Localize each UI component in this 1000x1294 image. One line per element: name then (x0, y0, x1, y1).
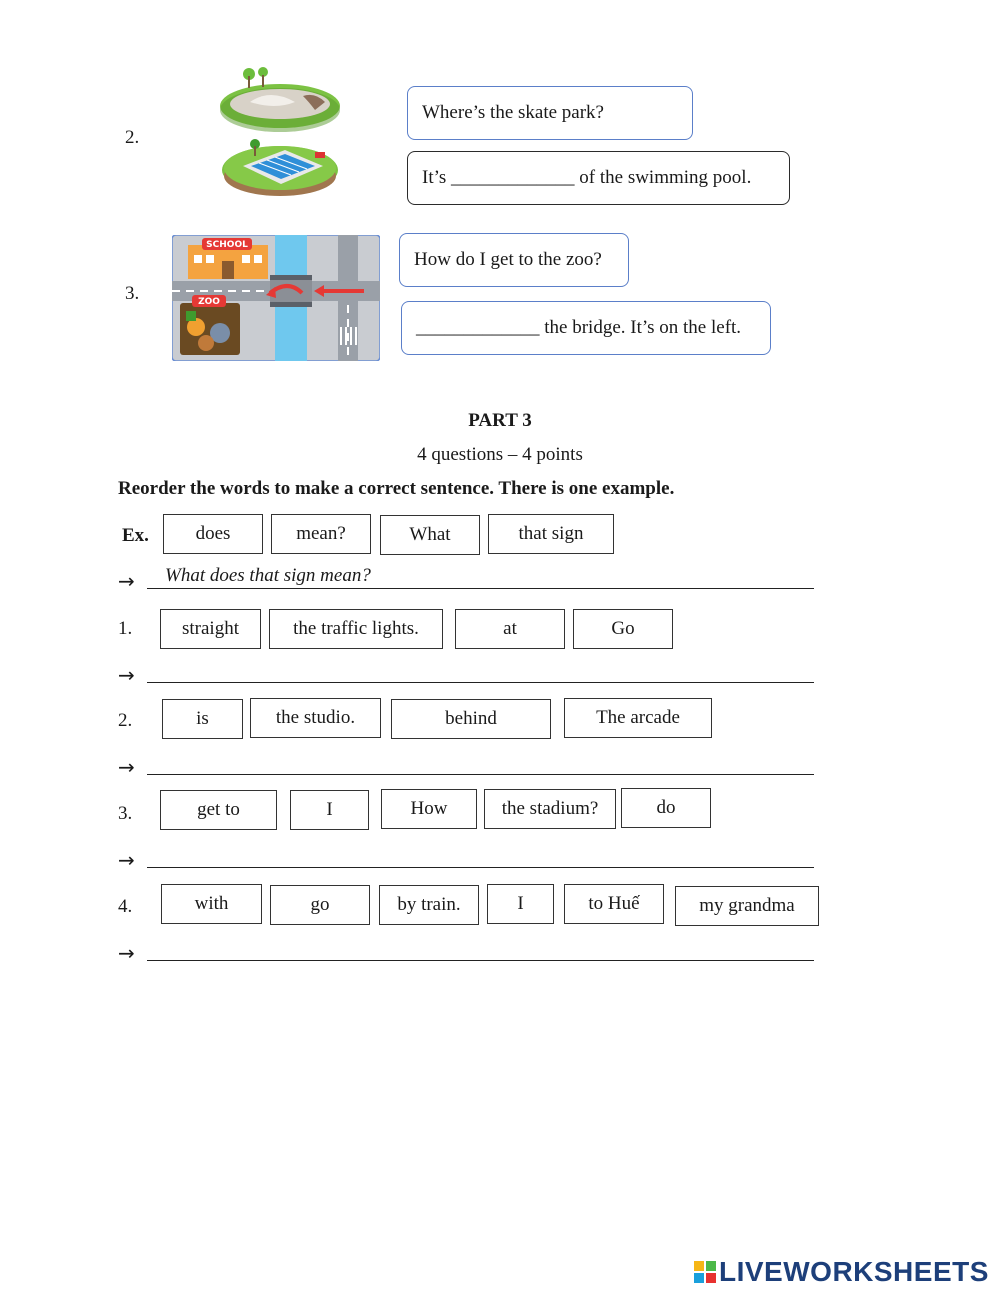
word-card[interactable]: straight (160, 609, 261, 649)
word-card[interactable]: the studio. (250, 698, 381, 738)
arrow-icon: → (118, 755, 135, 779)
word-card[interactable]: is (162, 699, 243, 739)
word-card[interactable]: do (621, 788, 711, 828)
question-text: How do I get to the zoo? (414, 249, 602, 270)
word-card[interactable]: I (290, 790, 369, 830)
question-number: 4. (118, 896, 133, 917)
word-card[interactable]: Go (573, 609, 673, 649)
answer-line (147, 588, 814, 589)
question-text: Where’s the skate park? (422, 102, 604, 123)
question-bubble (407, 86, 693, 140)
word-card[interactable]: my grandma (675, 886, 819, 926)
arrow-icon: → (118, 941, 135, 965)
word-card[interactable]: The arcade (564, 698, 712, 738)
school-label: SCHOOL (206, 240, 248, 250)
word-card[interactable]: behind (391, 699, 551, 739)
zoo-label: ZOO (198, 297, 220, 307)
instruction: Reorder the words to make a correct sentence. There is one example. (118, 478, 675, 499)
section-subtitle: 4 questions – 4 points (417, 444, 583, 465)
section-title: PART 3 (468, 410, 532, 431)
word-card[interactable]: I (487, 884, 554, 924)
answer-bubble[interactable] (407, 151, 790, 205)
example-answer: What does that sign mean? (165, 565, 371, 586)
word-card: mean? (271, 514, 371, 554)
word-card[interactable]: with (161, 884, 262, 924)
answer-text: It’s _____________ of the swimming pool. (422, 167, 752, 188)
skate-park-pool-illustration (215, 66, 345, 198)
liveworksheets-logo (693, 1256, 989, 1288)
question-number: 3. (125, 283, 140, 304)
question-number: 2. (118, 710, 133, 731)
logo-text: LIVEWORKSHEETS (719, 1256, 989, 1287)
word-card[interactable]: by train. (379, 885, 479, 925)
question-bubble (399, 233, 629, 287)
word-card[interactable]: the stadium? (484, 789, 616, 829)
word-card[interactable]: at (455, 609, 565, 649)
question-number: 3. (118, 803, 133, 824)
word-card: What (380, 515, 480, 555)
question-number: 1. (118, 618, 133, 639)
word-card[interactable]: get to (160, 790, 277, 830)
word-card[interactable]: How (381, 789, 477, 829)
word-card[interactable]: the traffic lights. (269, 609, 443, 649)
answer-text: _____________ the bridge. It’s on the left. (416, 317, 742, 338)
logo-grid-icon (693, 1260, 717, 1284)
zoo-map-illustration (172, 235, 380, 361)
word-card: that sign (488, 514, 614, 554)
answer-line[interactable] (147, 774, 814, 775)
example-label: Ex. (122, 525, 149, 546)
arrow-icon: → (118, 663, 135, 687)
answer-line[interactable] (147, 960, 814, 961)
answer-line[interactable] (147, 682, 814, 683)
word-card[interactable]: to Huế (564, 884, 664, 924)
word-card: does (163, 514, 263, 554)
answer-line[interactable] (147, 867, 814, 868)
answer-bubble[interactable] (401, 301, 771, 355)
question-number: 2. (125, 127, 140, 148)
arrow-icon: → (118, 569, 135, 593)
arrow-icon: → (118, 848, 135, 872)
word-card[interactable]: go (270, 885, 370, 925)
